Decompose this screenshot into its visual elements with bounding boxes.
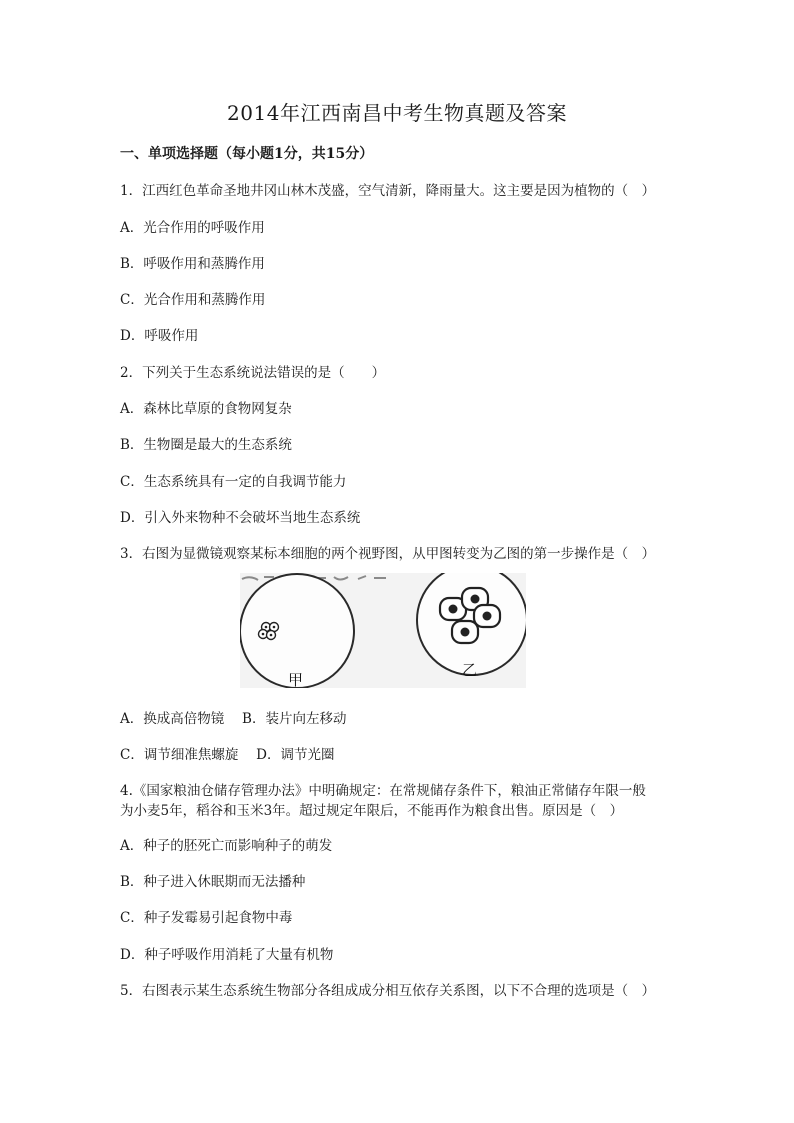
question-4-stem-line-1: 4.《国家粮油仓储存管理办法》中明确规定：在常规储存条件下，粮油正常储存年限一般: [120, 783, 646, 799]
question-1-option-b: B．呼吸作用和蒸腾作用: [120, 256, 265, 272]
question-2-option-b: B．生物圈是最大的生态系统: [120, 437, 292, 453]
question-2-option-a: A．森林比草原的食物网复杂: [120, 401, 292, 417]
question-4-option-b: B．种子进入休眠期而无法播种: [120, 874, 306, 890]
question-3-options-row-1: A．换成高倍物镜 B．装片向左移动: [120, 711, 347, 727]
question-2-option-d: D．引入外来物种不会破坏当地生态系统: [120, 510, 361, 526]
small-cells-icon: [259, 623, 279, 640]
section-heading: 一、单项选择题（每小题1分，共15分）: [120, 146, 374, 162]
question-3-options-row-2: C．调节细准焦螺旋 D．调节光圈: [120, 747, 335, 763]
question-2-option-c: C．生态系统具有一定的自我调节能力: [120, 474, 347, 490]
page-title: 2014年江西南昌中考生物真题及答案: [227, 101, 567, 125]
question-4-option-c: C．种子发霉易引起食物中毒: [120, 910, 293, 926]
question-1-stem: 1．江西红色革命圣地井冈山林木茂盛，空气清新，降雨量大。这主要是因为植物的（ ）: [120, 183, 656, 199]
question-4-option-a: A．种子的胚死亡而影响种子的萌发: [120, 838, 333, 854]
question-1-option-c: C．光合作用和蒸腾作用: [120, 292, 266, 308]
question-5-stem: 5．右图表示某生态系统生物部分各组成成分相互依存关系图，以下不合理的选项是（ ）: [120, 983, 656, 999]
question-3-stem: 3．右图为显微镜观察某标本细胞的两个视野图，从甲图转变为乙图的第一步操作是（ ）: [120, 546, 656, 562]
question-4-option-d: D．种子呼吸作用消耗了大量有机物: [120, 947, 334, 963]
question-1-option-a: A．光合作用的呼吸作用: [120, 220, 265, 236]
question-4-stem-line-2: 为小麦5年，稻谷和玉米3年。超过规定年限后，不能再作为粮食出售。原因是（ ）: [120, 803, 624, 819]
question-1-option-d: D．呼吸作用: [120, 328, 199, 344]
microscope-view-figure: [240, 573, 526, 688]
figure-label-yi: 乙: [462, 661, 478, 679]
figure-label-jia: 甲: [288, 671, 304, 689]
microscope-views-image: [240, 573, 526, 688]
question-2-stem: 2．下列关于生态系统说法错误的是（ ）: [120, 365, 386, 381]
